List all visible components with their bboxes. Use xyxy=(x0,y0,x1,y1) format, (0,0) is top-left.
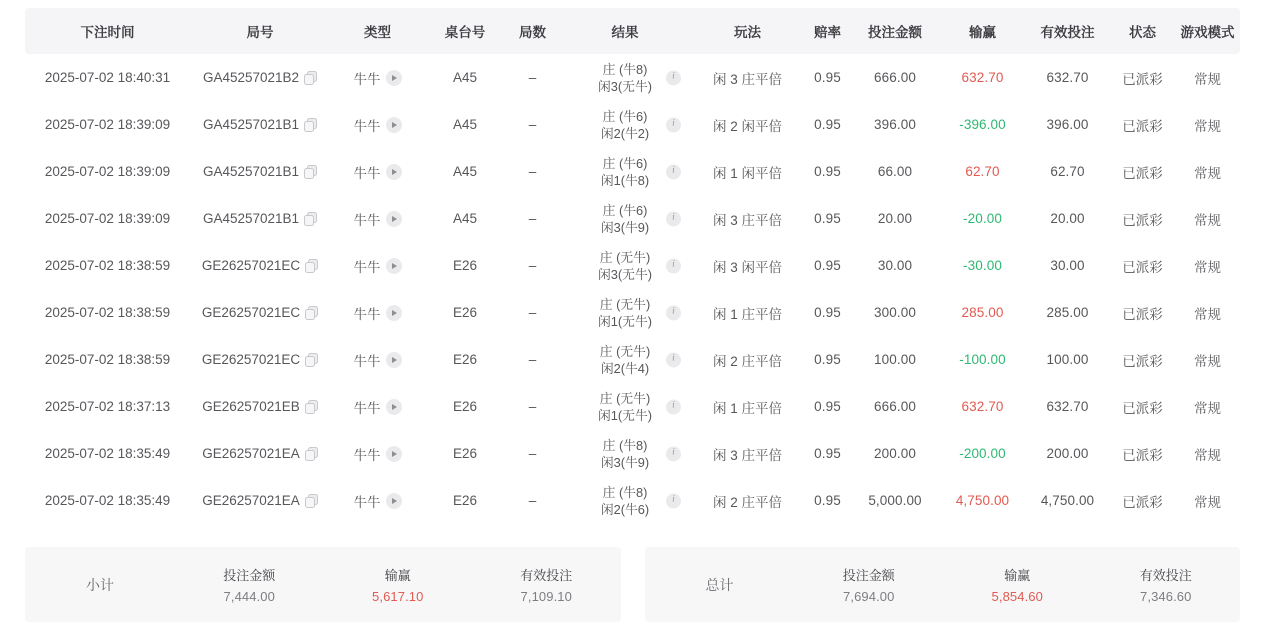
rounds-cell: – xyxy=(528,352,537,367)
game-type-cell xyxy=(330,289,425,336)
bet-time-cell: 2025-07-02 18:38:59 xyxy=(44,352,171,367)
round-cell xyxy=(190,242,330,289)
play-icon[interactable] xyxy=(386,305,402,321)
game-mode-cell: 常规 xyxy=(1194,494,1221,510)
info-icon[interactable]: i xyxy=(666,117,681,132)
game-mode-cell: 常规 xyxy=(1194,259,1221,275)
bet-amount-cell: 5,000.00 xyxy=(868,493,922,508)
round-cell xyxy=(190,148,330,195)
subtotal-box xyxy=(25,547,621,622)
subtotal-win-loss xyxy=(324,565,473,604)
play-cell: 闲 1 闲平倍 xyxy=(712,165,782,181)
table-no-cell: E26 xyxy=(452,493,478,508)
col-header-valid-bet: 有效投注 xyxy=(1040,25,1095,40)
col-header-status: 状态 xyxy=(1129,25,1156,40)
rounds-cell: – xyxy=(528,493,537,508)
result-player: 闲2(牛4) xyxy=(600,360,650,376)
round-cell xyxy=(190,477,330,524)
game-mode-cell: 常规 xyxy=(1194,118,1221,134)
rounds-cell: – xyxy=(528,446,537,461)
col-header-result: 结果 xyxy=(611,25,639,40)
result-cell xyxy=(560,289,690,336)
result-banker: 庄 (牛6) xyxy=(602,155,648,171)
odds-cell: 0.95 xyxy=(814,164,841,179)
table-no-cell: E26 xyxy=(452,446,478,461)
bet-amount-cell: 66.00 xyxy=(877,164,913,179)
total-bet-amount-label: 投注金额 xyxy=(842,568,895,583)
play-cell: 闲 3 庄平倍 xyxy=(712,71,782,87)
result-player: 闲3(牛9) xyxy=(600,454,650,470)
bet-amount-cell: 666.00 xyxy=(874,70,916,85)
win-loss-cell: -200.00 xyxy=(959,446,1006,461)
odds-cell: 0.95 xyxy=(814,258,841,273)
win-loss-cell: 632.70 xyxy=(961,399,1004,414)
round-number: GE26257021EA xyxy=(202,493,300,508)
odds-cell: 0.95 xyxy=(814,352,841,367)
copy-icon[interactable] xyxy=(304,118,317,132)
subtotal-win-loss-value: 5,617.10 xyxy=(372,589,424,604)
round-cell xyxy=(190,195,330,242)
table-body xyxy=(25,54,1240,524)
table-row xyxy=(25,54,1240,101)
total-win-loss xyxy=(943,565,1092,604)
status-badge: 已派彩 xyxy=(1122,259,1163,275)
result-player: 闲3(牛9) xyxy=(600,219,650,235)
status-badge: 已派彩 xyxy=(1122,400,1163,416)
game-type-label: 牛牛 xyxy=(353,165,381,181)
table-header-row xyxy=(25,8,1240,54)
subtotal-valid-bet-label: 有效投注 xyxy=(520,568,573,583)
table-row xyxy=(25,383,1240,430)
result-banker: 庄 (无牛) xyxy=(599,296,651,312)
game-mode-cell: 常规 xyxy=(1194,71,1221,87)
table-no-cell: E26 xyxy=(452,352,478,367)
win-loss-cell: 4,750.00 xyxy=(955,493,1010,508)
game-mode-cell: 常规 xyxy=(1194,447,1221,463)
result-cell xyxy=(560,242,690,289)
copy-icon[interactable] xyxy=(305,400,318,414)
total-bet-amount-value: 7,694.00 xyxy=(843,589,895,604)
bet-amount-cell: 100.00 xyxy=(874,352,916,367)
result-cell xyxy=(560,101,690,148)
game-type-cell xyxy=(330,54,425,101)
table-row xyxy=(25,195,1240,242)
game-mode-cell: 常规 xyxy=(1194,400,1221,416)
total-label: 总计 xyxy=(705,576,734,593)
bet-amount-cell: 200.00 xyxy=(874,446,916,461)
play-cell: 闲 3 庄平倍 xyxy=(712,447,782,463)
bet-records-table xyxy=(25,8,1240,524)
play-icon[interactable] xyxy=(386,164,402,180)
odds-cell: 0.95 xyxy=(814,211,841,226)
play-icon[interactable] xyxy=(386,446,402,462)
bet-amount-cell: 666.00 xyxy=(874,399,916,414)
copy-icon[interactable] xyxy=(305,494,318,508)
valid-bet-cell: 20.00 xyxy=(1050,211,1085,226)
copy-icon[interactable] xyxy=(305,259,318,273)
round-cell xyxy=(190,289,330,336)
bet-time-cell: 2025-07-02 18:38:59 xyxy=(44,305,171,320)
rounds-cell: – xyxy=(528,211,537,226)
col-header-type: 类型 xyxy=(364,25,391,40)
result-banker: 庄 (无牛) xyxy=(599,249,651,265)
total-valid-bet-label: 有效投注 xyxy=(1139,568,1192,583)
copy-icon[interactable] xyxy=(304,165,317,179)
play-icon[interactable] xyxy=(386,399,402,415)
total-win-loss-value: 5,854.60 xyxy=(991,589,1043,604)
bet-time-cell: 2025-07-02 18:35:49 xyxy=(44,493,171,508)
col-header-bet-amount: 投注金额 xyxy=(868,25,922,40)
result-banker: 庄 (牛8) xyxy=(602,484,648,500)
result-banker: 庄 (牛6) xyxy=(602,202,648,218)
round-number: GE26257021EC xyxy=(201,352,301,367)
game-type-label: 牛牛 xyxy=(353,400,381,416)
game-type-cell xyxy=(330,430,425,477)
round-number: GE26257021EC xyxy=(201,305,301,320)
col-header-win-loss: 输赢 xyxy=(969,25,996,40)
result-banker: 庄 (牛8) xyxy=(602,61,648,77)
rounds-cell: – xyxy=(528,164,537,179)
total-box xyxy=(645,547,1241,622)
win-loss-cell: 285.00 xyxy=(961,305,1004,320)
win-loss-cell: 632.70 xyxy=(961,70,1004,85)
valid-bet-cell: 396.00 xyxy=(1046,117,1089,132)
table-row xyxy=(25,148,1240,195)
round-number: GE26257021EA xyxy=(202,446,300,461)
info-icon[interactable]: i xyxy=(666,493,681,508)
result-cell xyxy=(560,430,690,477)
game-mode-cell: 常规 xyxy=(1194,306,1221,322)
valid-bet-cell: 30.00 xyxy=(1050,258,1085,273)
bet-time-cell: 2025-07-02 18:39:09 xyxy=(44,164,171,179)
subtotal-label: 小计 xyxy=(86,576,114,593)
play-icon[interactable] xyxy=(386,258,402,274)
table-row xyxy=(25,242,1240,289)
rounds-cell: – xyxy=(528,70,537,85)
bet-time-cell: 2025-07-02 18:38:59 xyxy=(44,258,171,273)
play-cell: 闲 1 庄平倍 xyxy=(712,400,782,416)
play-cell: 闲 2 闲平倍 xyxy=(712,118,782,134)
result-player: 闲1(牛8) xyxy=(600,172,650,188)
info-icon[interactable]: i xyxy=(666,164,681,179)
round-cell xyxy=(190,54,330,101)
win-loss-cell: -100.00 xyxy=(959,352,1006,367)
game-type-label: 牛牛 xyxy=(353,118,381,134)
play-icon[interactable] xyxy=(386,211,402,227)
info-icon[interactable]: i xyxy=(666,211,681,226)
game-type-cell xyxy=(330,336,425,383)
game-type-label: 牛牛 xyxy=(353,259,381,275)
play-icon[interactable] xyxy=(386,352,402,368)
table-no-cell: A45 xyxy=(452,70,478,85)
game-type-label: 牛牛 xyxy=(353,447,381,463)
valid-bet-cell: 632.70 xyxy=(1046,70,1089,85)
game-type-cell xyxy=(330,101,425,148)
rounds-cell: – xyxy=(528,117,537,132)
valid-bet-cell: 62.70 xyxy=(1050,164,1085,179)
round-cell xyxy=(190,383,330,430)
result-player: 闲3(无牛) xyxy=(597,266,653,282)
valid-bet-cell: 200.00 xyxy=(1046,446,1089,461)
subtotal-valid-bet-value: 7,109.10 xyxy=(520,589,572,604)
subtotal-bet-amount-label: 投注金额 xyxy=(223,568,276,583)
total-win-loss-label: 输赢 xyxy=(1004,568,1031,583)
round-number: GA45257021B1 xyxy=(202,164,300,179)
info-icon[interactable]: i xyxy=(666,305,681,320)
col-header-bet-time: 下注时间 xyxy=(80,25,135,40)
col-header-table-no: 桌台号 xyxy=(444,25,486,40)
play-cell: 闲 2 庄平倍 xyxy=(712,494,782,510)
table-no-cell: A45 xyxy=(452,211,478,226)
status-badge: 已派彩 xyxy=(1122,353,1163,369)
odds-cell: 0.95 xyxy=(814,399,841,414)
result-cell xyxy=(560,477,690,524)
bet-amount-cell: 30.00 xyxy=(877,258,913,273)
game-mode-cell: 常规 xyxy=(1194,353,1221,369)
round-number: GA45257021B1 xyxy=(202,211,300,226)
table-no-cell: E26 xyxy=(452,399,478,414)
win-loss-cell: -30.00 xyxy=(963,258,1002,273)
subtotal-bet-amount-value: 7,444.00 xyxy=(223,589,275,604)
result-cell xyxy=(560,336,690,383)
game-type-label: 牛牛 xyxy=(353,212,381,228)
play-icon[interactable] xyxy=(386,117,402,133)
play-cell: 闲 3 闲平倍 xyxy=(712,259,782,275)
game-type-label: 牛牛 xyxy=(353,71,381,87)
round-number: GA45257021B1 xyxy=(202,117,300,132)
copy-icon[interactable] xyxy=(305,353,318,367)
result-cell xyxy=(560,54,690,101)
info-icon[interactable]: i xyxy=(666,446,681,461)
play-cell: 闲 3 庄平倍 xyxy=(712,212,782,228)
rounds-cell: – xyxy=(528,399,537,414)
game-mode-cell: 常规 xyxy=(1194,165,1221,181)
status-badge: 已派彩 xyxy=(1122,447,1163,463)
status-badge: 已派彩 xyxy=(1122,118,1163,134)
round-cell xyxy=(190,336,330,383)
total-valid-bet-value: 7,346.60 xyxy=(1140,589,1192,604)
status-badge: 已派彩 xyxy=(1122,306,1163,322)
game-type-cell xyxy=(330,242,425,289)
rounds-cell: – xyxy=(528,305,537,320)
bet-amount-cell: 300.00 xyxy=(874,305,916,320)
status-badge: 已派彩 xyxy=(1122,165,1163,181)
status-badge: 已派彩 xyxy=(1122,212,1163,228)
table-row xyxy=(25,101,1240,148)
status-badge: 已派彩 xyxy=(1122,494,1163,510)
valid-bet-cell: 285.00 xyxy=(1046,305,1089,320)
game-type-label: 牛牛 xyxy=(353,306,381,322)
table-no-cell: E26 xyxy=(452,305,478,320)
result-cell xyxy=(560,195,690,242)
result-banker: 庄 (无牛) xyxy=(599,343,651,359)
win-loss-cell: -20.00 xyxy=(963,211,1002,226)
round-cell xyxy=(190,101,330,148)
result-player: 闲2(牛2) xyxy=(600,125,650,141)
game-type-label: 牛牛 xyxy=(353,353,381,369)
table-row xyxy=(25,336,1240,383)
subtotal-bet-amount xyxy=(175,565,324,604)
play-icon[interactable] xyxy=(386,493,402,509)
play-cell: 闲 1 庄平倍 xyxy=(712,306,782,322)
col-header-play: 玩法 xyxy=(734,25,761,40)
game-type-cell xyxy=(330,383,425,430)
total-bet-amount xyxy=(795,565,944,604)
result-player: 闲3(无牛) xyxy=(597,78,653,94)
result-banker: 庄 (牛8) xyxy=(602,437,648,453)
odds-cell: 0.95 xyxy=(814,305,841,320)
info-icon[interactable]: i xyxy=(666,352,681,367)
rounds-cell: – xyxy=(528,258,537,273)
copy-icon[interactable] xyxy=(304,212,317,226)
bet-amount-cell: 396.00 xyxy=(874,117,916,132)
info-icon[interactable]: i xyxy=(666,70,681,85)
round-cell xyxy=(190,430,330,477)
copy-icon[interactable] xyxy=(304,71,317,85)
result-player: 闲1(无牛) xyxy=(597,313,653,329)
game-mode-cell: 常规 xyxy=(1194,212,1221,228)
round-number: GA45257021B2 xyxy=(202,70,300,85)
result-player: 闲2(牛6) xyxy=(600,501,650,517)
play-cell: 闲 2 庄平倍 xyxy=(712,353,782,369)
valid-bet-cell: 632.70 xyxy=(1046,399,1089,414)
table-row xyxy=(25,430,1240,477)
table-row xyxy=(25,477,1240,524)
round-number: GE26257021EB xyxy=(202,399,300,414)
info-icon[interactable]: i xyxy=(666,258,681,273)
game-type-label: 牛牛 xyxy=(353,494,381,510)
play-icon[interactable] xyxy=(386,70,402,86)
valid-bet-cell: 4,750.00 xyxy=(1040,493,1095,508)
odds-cell: 0.95 xyxy=(814,70,841,85)
round-number: GE26257021EC xyxy=(201,258,301,273)
game-type-cell xyxy=(330,477,425,524)
bet-time-cell: 2025-07-02 18:39:09 xyxy=(44,211,171,226)
table-no-cell: E26 xyxy=(452,258,478,273)
status-badge: 已派彩 xyxy=(1122,71,1163,87)
bet-time-cell: 2025-07-02 18:37:13 xyxy=(44,399,171,414)
game-type-cell xyxy=(330,195,425,242)
result-banker: 庄 (牛6) xyxy=(602,108,648,124)
bet-amount-cell: 20.00 xyxy=(877,211,913,226)
odds-cell: 0.95 xyxy=(814,493,841,508)
result-banker: 庄 (无牛) xyxy=(599,390,651,406)
result-cell xyxy=(560,148,690,195)
win-loss-cell: -396.00 xyxy=(959,117,1006,132)
odds-cell: 0.95 xyxy=(814,446,841,461)
result-player: 闲1(无牛) xyxy=(597,407,653,423)
result-cell xyxy=(560,383,690,430)
win-loss-cell: 62.70 xyxy=(965,164,1000,179)
info-icon[interactable]: i xyxy=(666,399,681,414)
copy-icon[interactable] xyxy=(305,447,318,461)
bet-time-cell: 2025-07-02 18:35:49 xyxy=(44,446,171,461)
bet-time-cell: 2025-07-02 18:40:31 xyxy=(44,70,171,85)
subtotal-valid-bet xyxy=(472,565,621,604)
odds-cell: 0.95 xyxy=(814,117,841,132)
valid-bet-cell: 100.00 xyxy=(1046,352,1089,367)
bet-time-cell: 2025-07-02 18:39:09 xyxy=(44,117,171,132)
table-no-cell: A45 xyxy=(452,164,478,179)
col-header-rounds: 局数 xyxy=(519,25,546,40)
col-header-game-mode: 游戏模式 xyxy=(1180,25,1235,40)
table-no-cell: A45 xyxy=(452,117,478,132)
copy-icon[interactable] xyxy=(305,306,318,320)
summary-bar xyxy=(25,547,1240,622)
game-type-cell xyxy=(330,148,425,195)
table-row xyxy=(25,289,1240,336)
subtotal-win-loss-label: 输赢 xyxy=(384,568,411,583)
col-header-round: 局号 xyxy=(246,25,274,40)
total-valid-bet xyxy=(1092,565,1241,604)
col-header-odds: 赔率 xyxy=(814,25,841,40)
